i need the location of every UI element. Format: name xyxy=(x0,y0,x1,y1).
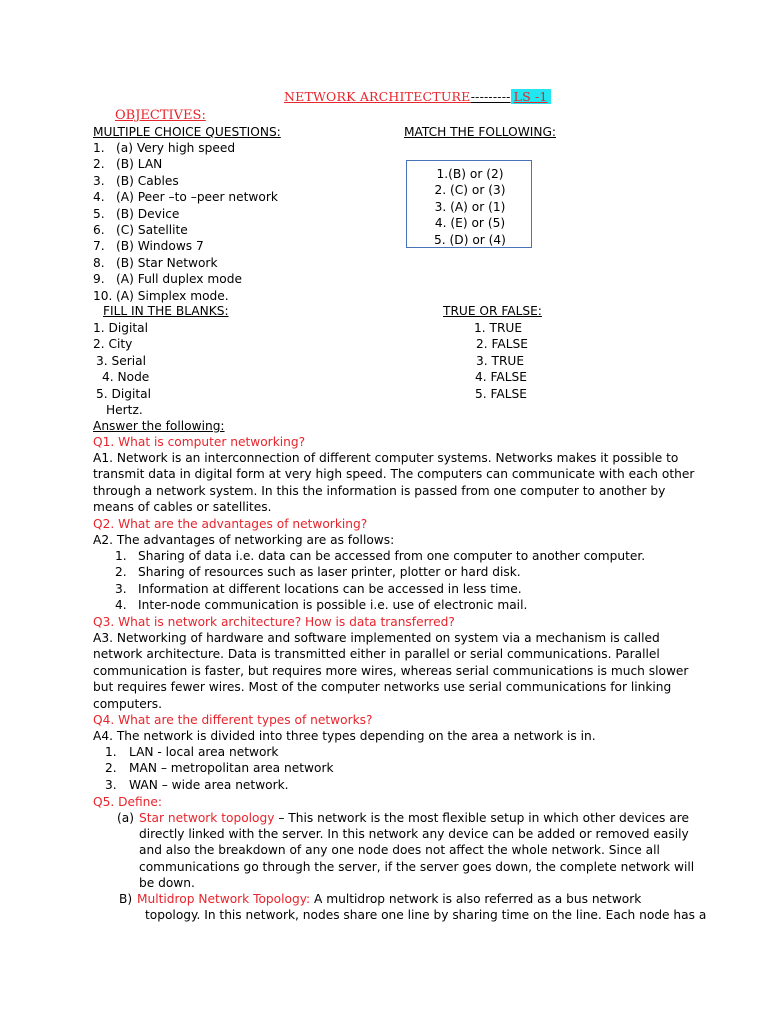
mcq-item-answer: (A) Full duplex mode xyxy=(116,272,242,287)
mcq-item-answer: (a) Very high speed xyxy=(116,141,236,155)
q3-answer-line: network architecture. Data is transmitted either in parallel or serial communications. Parallel xyxy=(93,647,660,662)
q2-item-number: 4. xyxy=(115,598,127,613)
q1-question: Q1. What is computer networking? xyxy=(93,435,306,449)
q4-item-text: WAN – wide area network. xyxy=(129,777,289,792)
mcq-item-number: 9. xyxy=(93,272,105,287)
q2-item-text: Sharing of resources such as laser printer, plotter or hard disk. xyxy=(138,565,521,580)
q4-item-number: 3. xyxy=(105,777,117,792)
mcq-item-number: 7. xyxy=(93,239,105,254)
q5-b-first: A multidrop network is also referred as a bus network xyxy=(310,892,642,906)
mcq-item-number: 2. xyxy=(93,157,105,172)
q5-a-line: be down. xyxy=(139,876,195,891)
q2-item-text: Sharing of data i.e. data can be accessed from one computer to another computer. xyxy=(138,549,646,563)
title-main: NETWORK ARCHITECTURE xyxy=(284,89,471,104)
match-item: 1.(B) or (2) xyxy=(436,167,504,181)
q1-answer-line: means of cables or satellites. xyxy=(93,500,272,515)
mcq-item-number: 10. xyxy=(93,288,113,303)
q2-item-number: 3. xyxy=(115,581,127,596)
q4-item-text: MAN – metropolitan area network xyxy=(129,761,334,776)
q2-question: Q2. What are the advantages of networking? xyxy=(93,517,368,531)
true-false-heading: TRUE OR FALSE: xyxy=(443,304,542,318)
title-highlight: LS -1 xyxy=(511,89,551,104)
q5-a-term: Star network topology xyxy=(139,811,275,825)
q5-b-first-line xyxy=(137,891,641,907)
q4-question: Q4. What are the different types of networks? xyxy=(93,713,373,727)
q4-intro: A4. The network is divided into three types depending on the area a network is in. xyxy=(93,729,596,743)
fill-item: 2. City xyxy=(93,337,133,352)
mcq-item-answer: (A) Simplex mode. xyxy=(116,288,229,303)
q5-b-marker: B) xyxy=(119,892,133,906)
q4-item-text: LAN - local area network xyxy=(129,745,279,759)
true-false-item: 1. TRUE xyxy=(474,321,523,335)
q2-item-number: 1. xyxy=(115,549,127,563)
mcq-item-answer: (B) Windows 7 xyxy=(116,239,204,254)
mcq-item-answer: (B) LAN xyxy=(116,157,163,172)
true-false-item: 2. FALSE xyxy=(476,337,528,352)
q5-a-marker: (a) xyxy=(117,811,134,825)
title-dashes: --------- xyxy=(470,89,511,104)
mcq-item-number: 6. xyxy=(93,223,105,237)
q2-intro: A2. The advantages of networking are as follows: xyxy=(93,533,395,547)
fill-item: 4. Node xyxy=(102,370,150,385)
fill-item: Hertz. xyxy=(106,403,143,417)
q5-question: Q5. Define: xyxy=(93,795,162,809)
mcq-item-answer: (B) Cables xyxy=(116,173,179,188)
match-answer-box xyxy=(406,160,532,248)
mcq-item-number: 5. xyxy=(93,206,105,221)
match-item: 4. (E) or (5) xyxy=(434,216,506,231)
q1-answer-line: through a network system. In this the information is passed from one computer to another by xyxy=(93,483,666,498)
q1-answer-line: A1. Network is an interconnection of different computer systems. Networks makes it possible to xyxy=(93,451,679,465)
document-title xyxy=(284,89,551,105)
q5-b-term: Multidrop Network Topology: xyxy=(137,892,311,906)
answer-heading: Answer the following: xyxy=(93,419,225,433)
q2-item-text: Inter-node communication is possible i.e. use of electronic mail. xyxy=(138,598,528,613)
q3-answer-line: communication is faster, but requires more wires, whereas serial communications is much slower xyxy=(93,663,689,678)
objectives-heading: OBJECTIVES: xyxy=(115,108,206,123)
q1-answer-line: transmit data in digital form at very high speed. The computers can communicate with each other xyxy=(93,467,695,482)
fill-item: 3. Serial xyxy=(96,353,146,368)
true-false-item: 3. TRUE xyxy=(476,353,525,368)
true-false-item: 4. FALSE xyxy=(475,370,527,385)
match-item: 2. (C) or (3) xyxy=(434,183,506,198)
q5-a-line: directly linked with the server. In this network any device can be added or removed easily xyxy=(139,827,689,841)
match-heading: MATCH THE FOLLOWING: xyxy=(404,125,557,139)
q2-item-number: 2. xyxy=(115,565,127,580)
match-item: 5. (D) or (4) xyxy=(434,232,506,247)
q4-item-number: 1. xyxy=(105,745,117,759)
mcq-item-answer: (C) Satellite xyxy=(116,223,188,237)
q3-question: Q3. What is network architecture? How is data transferred? xyxy=(93,615,455,629)
fill-heading: FILL IN THE BLANKS: xyxy=(103,304,229,318)
fill-item: 5. Digital xyxy=(96,386,152,401)
q4-item-number: 2. xyxy=(105,761,117,776)
q3-answer-line: but requires fewer wires. Most of the computer networks use serial communications for linking xyxy=(93,680,672,695)
mcq-heading: MULTIPLE CHOICE QUESTIONS: xyxy=(93,125,281,139)
q5-b-line: topology. In this network, nodes share one line by sharing time on the line. Each node has a xyxy=(145,908,707,922)
mcq-item-number: 8. xyxy=(93,255,105,270)
mcq-item-number: 4. xyxy=(93,190,105,205)
q5-a-first: – This network is the most flexible setup in which other devices are xyxy=(274,811,689,825)
q2-item-text: Information at different locations can be accessed in less time. xyxy=(138,581,522,596)
q5-a-line: communications go through the server, if the server goes down, the complete network will xyxy=(139,859,695,874)
q3-answer-line: A3. Networking of hardware and software implemented on system via a mechanism is called xyxy=(93,631,660,645)
fill-item: 1. Digital xyxy=(93,321,149,335)
mcq-item-number: 1. xyxy=(93,141,105,155)
q5-a-first-line xyxy=(139,810,689,826)
mcq-item-number: 3. xyxy=(93,173,105,188)
mcq-item-answer: (B) Device xyxy=(116,206,180,221)
match-item: 3. (A) or (1) xyxy=(434,199,506,214)
mcq-item-answer: (A) Peer –to –peer network xyxy=(116,190,278,205)
q5-a-line: and also the breakdown of any one node does not affect the whole network. Since all xyxy=(139,843,660,858)
q3-answer-line: computers. xyxy=(93,696,163,711)
mcq-item-answer: (B) Star Network xyxy=(116,255,218,270)
true-false-item: 5. FALSE xyxy=(475,386,527,401)
